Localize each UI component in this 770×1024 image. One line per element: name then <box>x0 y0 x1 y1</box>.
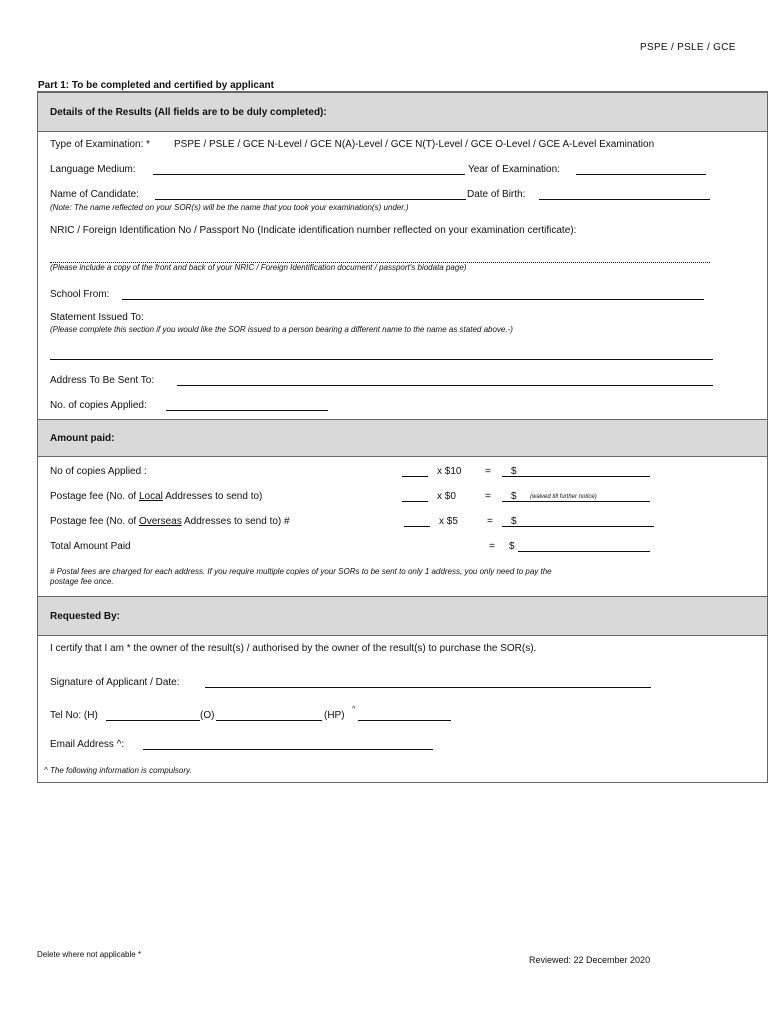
tel-office-field[interactable] <box>216 720 322 721</box>
email-label: Email Address ^: <box>50 739 125 750</box>
details-heading: Details of the Results (All fields are to be duly completed): <box>50 107 327 118</box>
tel-office-label: (O) <box>200 710 215 721</box>
candidate-name-label: Name of Candidate: <box>50 189 139 200</box>
currency: $ <box>511 516 517 527</box>
rate: x $0 <box>437 491 456 502</box>
name-note: (Note: The name reflected on your SOR(s) will be the name that you took your examination(s) under.) <box>50 203 409 212</box>
statement-field[interactable] <box>50 359 713 360</box>
statement-note: (Please complete this section if you would like the SOR issued to a person bearing a different name to the name as stated above.-) <box>50 325 513 334</box>
equals: = <box>489 541 495 552</box>
certify-statement: I certify that I am * the owner of the result(s) / authorised by the owner of the result(s) to purchase the SOR(s). <box>50 643 537 654</box>
copies-qty-field[interactable] <box>402 476 428 477</box>
dob-label: Date of Birth: <box>467 189 526 200</box>
amount-row-label: Postage fee (No. of Overseas Addresses to send to) # <box>50 516 290 527</box>
school-field[interactable] <box>122 299 704 300</box>
compulsory-note: ^ The following information is compulsory. <box>44 766 192 775</box>
equals: = <box>485 491 491 502</box>
footer-reviewed: Reviewed: 22 December 2020 <box>529 955 651 965</box>
signature-label: Signature of Applicant / Date: <box>50 677 180 688</box>
tel-hp-field[interactable] <box>358 720 451 721</box>
copies-label: No. of copies Applied: <box>50 400 147 411</box>
nric-note: (Please include a copy of the front and back of your NRIC / Foreign Identification document / passport's biodata page) <box>50 263 467 272</box>
tel-home-field[interactable] <box>106 720 200 721</box>
signature-field[interactable] <box>205 687 651 688</box>
email-field[interactable] <box>143 749 433 750</box>
amount-section-header <box>38 419 767 457</box>
requested-section-header <box>38 596 767 636</box>
copies-amount-field[interactable] <box>502 476 650 477</box>
exam-type-label: Type of Examination: * <box>50 139 151 150</box>
rate: x $10 <box>437 466 462 477</box>
postal-note-line2: postage fee once. <box>50 577 114 586</box>
rate: x $5 <box>439 516 458 527</box>
statement-label: Statement Issued To: <box>50 312 144 323</box>
equals: = <box>485 466 491 477</box>
compulsory-caret: ^ <box>352 706 356 713</box>
amount-heading: Amount paid: <box>50 433 115 444</box>
copies-field[interactable] <box>166 410 328 411</box>
language-medium-label: Language Medium: <box>50 164 136 175</box>
school-label: School From: <box>50 289 110 300</box>
total-amount-field[interactable] <box>518 551 650 552</box>
currency: $ <box>511 491 517 502</box>
local-qty-field[interactable] <box>402 501 428 502</box>
local-amount-field[interactable] <box>502 501 650 502</box>
requested-heading: Requested By: <box>50 611 121 622</box>
address-label: Address To Be Sent To: <box>50 375 155 386</box>
currency: $ <box>509 541 515 552</box>
form-code: PSPE / PSLE / GCE <box>640 42 736 53</box>
currency: $ <box>511 466 517 477</box>
overseas-amount-field[interactable] <box>502 526 654 527</box>
language-medium-field[interactable] <box>153 174 465 175</box>
nric-label: NRIC / Foreign Identification No / Passport No (Indicate identification number reflected on your examination certificate): <box>50 225 577 236</box>
candidate-name-field[interactable] <box>155 199 466 200</box>
part1-title: Part 1: To be completed and certified by applicant <box>38 80 274 91</box>
waived-note: (waived till further notice) <box>530 494 597 500</box>
year-field[interactable] <box>576 174 706 175</box>
tel-label: Tel No: (H) <box>50 710 98 721</box>
tel-hp-label: (HP) <box>324 710 345 721</box>
exam-type-options[interactable]: PSPE / PSLE / GCE N-Level / GCE N(A)-Level / GCE N(T)-Level / GCE O-Level / GCE A-Level Examination <box>174 139 655 150</box>
footer-left: Delete where not applicable * <box>37 950 142 959</box>
total-label: Total Amount Paid <box>50 541 131 552</box>
address-field[interactable] <box>177 385 713 386</box>
dob-field[interactable] <box>539 199 710 200</box>
details-section-header <box>38 92 767 132</box>
amount-row-label: Postage fee (No. of Local Addresses to send to) <box>50 491 263 502</box>
postal-note-line1: # Postal fees are charged for each address. If you require multiple copies of your SORs to be sent to only 1 address, you only need to pay the <box>50 567 552 576</box>
amount-row-label: No of copies Applied : <box>50 466 147 477</box>
equals: = <box>487 516 493 527</box>
year-label: Year of Examination: <box>468 164 560 175</box>
overseas-qty-field[interactable] <box>404 526 430 527</box>
